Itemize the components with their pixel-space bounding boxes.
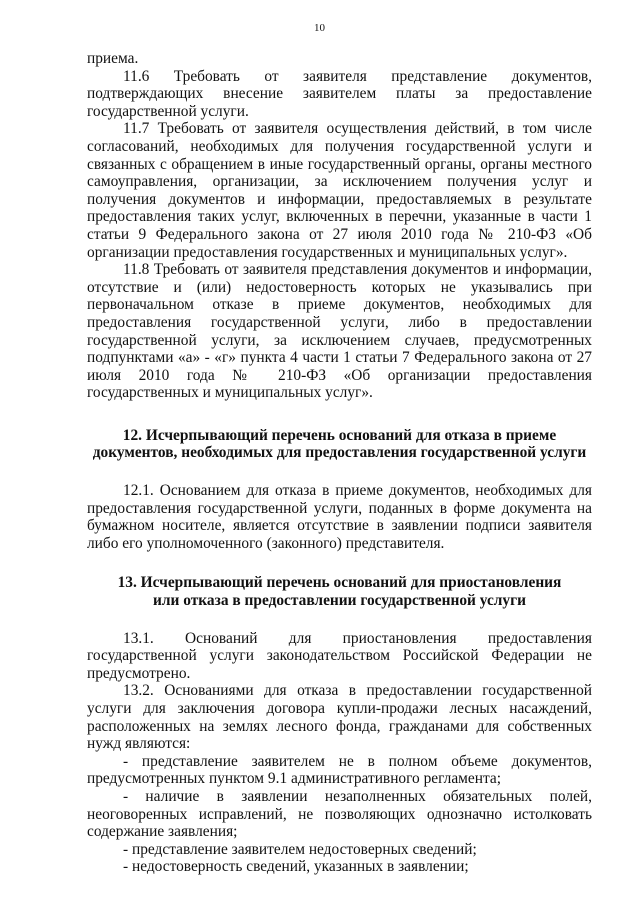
section-13-heading-line-1: 13. Исчерпывающий перечень оснований для приостановления (117, 574, 562, 592)
paragraph-11-8: 11.8 Требовать от заявителя представления документов и информации, отсутствие и (или) недостоверность которых не указывались при первоначальном отказе в приеме документов, необходимых для предоставления государственной услуги, либо в предоставлении государственной услуги, за исключением случаев, предусмотренных подпунктами «а» - «г» пункта 4 части 1 статьи 7 Федерального закона от 27 июля 2010 года № 210-ФЗ «Об организации предоставления государственных и муниципальных услуг». (87, 261, 592, 402)
list-item-unfilled-fields: - наличие в заявлении незаполненных обязательных полей, неоговоренных исправлений, не позволяющих однозначно истолковать содержание заявления; (87, 787, 592, 841)
list-item-unreliable-information: - недостоверность сведений, указанных в заявлении; (123, 858, 469, 876)
section-13-heading-line-2: или отказа в предоставлении государственной услуги (153, 592, 526, 610)
list-item-false-information: - представление заявителем недостоверных сведений; (123, 840, 477, 858)
document-body (87, 50, 592, 876)
paragraph-13-1: 13.1. Оснований для приостановления предоставления государственной услуги законодательством Российской Федерации не предусмотрено. (87, 629, 592, 682)
list-item-incomplete-documents: - представление заявителем не в полном объеме документов, предусмотренных пунктом 9.1 административного регламента; (87, 752, 592, 788)
section-12-heading-line-2: документов, необходимых для предоставления государственной услуги (92, 444, 587, 462)
paragraph-11-7: 11.7 Требовать от заявителя осуществления действий, в том числе согласований, необходимых для получения государственной услуги и связанных с обращением в иные государственный органы, органы местного самоуправления, организации, за исключением получения услуг и получения документов и информации, предоставляемых в результате предоставления таких услуг, включенных в перечни, указанные в части 1 статьи 9 Федерального закона от 27 июля 2010 года № 210-ФЗ «Об организации предоставления государственных и муниципальных услуг». (87, 120, 592, 261)
paragraph-11-6: 11.6 Требовать от заявителя представление документов, подтверждающих внесение заявителем платы за предоставление государственной услуги. (87, 67, 592, 120)
paragraph-continuation: приема. (87, 50, 139, 67)
section-12-heading (87, 427, 592, 462)
section-13-heading (87, 574, 592, 609)
paragraph-13-2: 13.2. Основаниями для отказа в предоставлении государственной услуги для заключения договора купли-продажи лесных насаждений, расположенных на землях лесного фонда, гражданами для собственных нужд являются: (87, 682, 592, 753)
section-12-heading-line-1: 12. Исчерпывающий перечень оснований для отказа в приеме (122, 426, 557, 444)
paragraph-12-1: 12.1. Основанием для отказа в приеме документов, необходимых для предоставления государственной услуги, поданных в форме документа на бумажном носителе, является отсутствие в заявлении подписи заявителя либо его уполномоченного (законного) представителя. (87, 482, 592, 552)
page-number: 10 (314, 22, 325, 34)
